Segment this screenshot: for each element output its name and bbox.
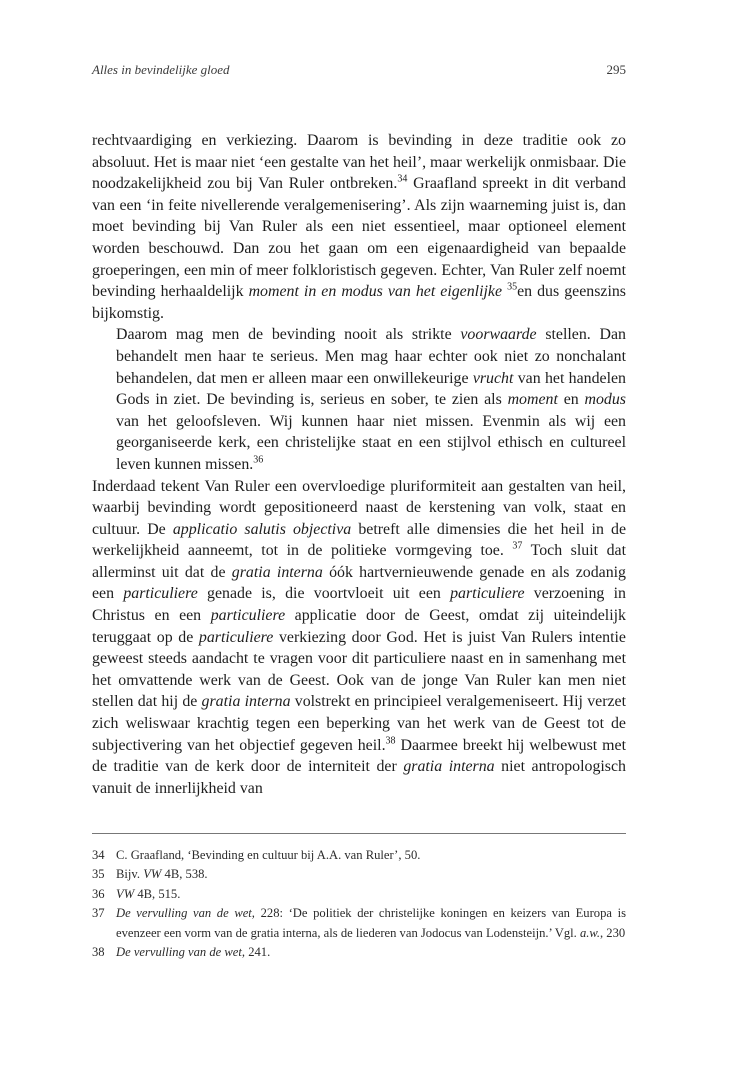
footnote-number: 38: [92, 945, 105, 960]
footnote-emphasis: De vervulling van de wet,: [116, 945, 246, 960]
emphasis: moment: [507, 391, 558, 409]
page-number: 295: [606, 62, 626, 77]
footnote-ref-35: 35: [507, 281, 518, 293]
emphasis: voorwaarde: [460, 326, 537, 344]
text-run: niet antropologisch vanuit de innerlijkheid van: [92, 758, 626, 797]
text-run: betreft alle dimensies die het heil in de werkelijkheid aanneemt, tot in de politieke vormgeving toe.: [92, 520, 626, 560]
emphasis: gratia interna: [201, 693, 291, 711]
main-text: [92, 130, 626, 799]
text-run: óók hartvernieuwende genade en als zodanig een: [92, 563, 626, 603]
footnote-38: [92, 943, 626, 962]
text-run: genade is, die voortvloeit uit een: [197, 585, 451, 603]
emphasis: applicatio salutis objectiva: [172, 520, 352, 538]
footnote-35: [92, 865, 626, 884]
running-head: [92, 62, 626, 82]
footnote-number: 37: [92, 906, 105, 921]
text-run: en dus geenszins bijkomstig.: [92, 283, 626, 322]
text-run: Graafland spreekt in dit verband van een ‘in feite nivellerende veralgemenisering’. Als zijn waarneming juist is, dan moet bevinding bij Van Ruler als een niet essentieel, maar optioneel element worden beschouwd. Dan zou het gaan om een eigenaardigheid van bepaalde groeperingen, een min of meer folkloristisch gegeven. Echter, Van Ruler zelf noemt bevinding herhaaldelijk: [92, 175, 626, 301]
footnote-37: [92, 904, 626, 943]
footnote-text: 4B, 515.: [134, 886, 181, 901]
text-run: en: [557, 391, 585, 409]
paragraph-2: [92, 476, 626, 800]
emphasis: vrucht: [472, 369, 514, 387]
text-run: van het handelen Gods in ziet. De bevinding is, serieus en sober, te zien als: [116, 369, 626, 409]
footnote-34: [92, 846, 626, 865]
footnote-text: 228: ‘De politiek der christelijke koningen en keizers van Europa is evenzeer een vorm van de gratia interna, als de liederen van Jodocus van Lodensteijn.’ Vgl.: [116, 906, 627, 940]
text-run: Inderdaad tekent Van Ruler een overvloedige pluriformiteit aan gestalten van heil, waarbij bevinding wordt gepositioneerd naast de kerstening van volk, staat en cultuur. De: [92, 477, 626, 538]
footnote-ref-37: 37: [512, 540, 523, 552]
emphasis: particuliere: [210, 607, 286, 625]
quote-paragraph: [116, 324, 626, 475]
text-run: van het geloofsleven. Wij kunnen haar niet missen. Evenmin als wij een georganiseerde kerk, een christelijke staat en een stijlvol ethisch en cultureel leven kunnen missen.: [116, 412, 626, 473]
emphasis: particuliere: [198, 628, 274, 646]
footnote-emphasis: VW: [143, 867, 162, 882]
footnote-rule: [92, 833, 626, 834]
emphasis: particuliere: [450, 585, 525, 603]
paragraph-1: [92, 130, 626, 324]
emphasis: gratia interna: [403, 758, 495, 776]
footnote-number: 36: [92, 886, 105, 901]
footnote-text: , 230: [600, 925, 626, 940]
emphasis: gratia interna: [231, 563, 323, 581]
footnote-text: C. Graafland, ‘Bevinding en cultuur bij A.A. van Ruler’, 50.: [116, 848, 421, 862]
footnote-number: 34: [92, 848, 105, 862]
footnote-emphasis: De vervulling van de wet,: [116, 906, 255, 921]
text-run: stellen. Dan behandelt men haar te serieus. Men mag haar echter ook niet zo nonchalant behandelen, dat men er alleen maar een onwillekeurige: [116, 326, 626, 387]
footnote-ref-38: 38: [385, 735, 396, 747]
text-run: Daarom mag men de bevinding nooit als strikte: [116, 326, 461, 344]
emphasis: moment in en modus van het eigenlijke: [248, 283, 503, 301]
footnote-emphasis: a.w.: [579, 925, 600, 940]
footnote-number: 35: [92, 867, 105, 882]
emphasis: modus: [584, 391, 626, 409]
footnote-emphasis: VW: [116, 886, 135, 901]
footnote-text: 4B, 538.: [161, 867, 208, 882]
block-quote: [92, 324, 626, 475]
text-run: Daarmee breekt hij welbewust met de traditie van de kerk door de interniteit der: [92, 736, 626, 776]
footnote-text: Bijv.: [116, 867, 144, 882]
text-run: verkiezing door God. Het is juist Van Rulers intentie geweest steeds aandacht te vragen voor dit particuliere naast en in samenhang met het omvattende werk van de Geest. Ook van de jonge Van Ruler kan men niet stellen dat hij de: [92, 628, 626, 711]
emphasis: particuliere: [123, 585, 198, 603]
running-title: Alles in bevindelijke gloed: [92, 62, 230, 77]
text-run: applicatie door de Geest, omdat zij uiteindelijk teruggaat op de: [92, 607, 626, 646]
footnote-text: 241.: [245, 945, 271, 960]
footnote-ref-34: 34: [397, 173, 408, 185]
footnote-36: [92, 885, 626, 904]
text-run: volstrekt en principieel veralgemeniseert. Hij verzet zich weliswaar krachtig tegen een beperking van het werk van de Geest tot de subjectivering van het objectief gegeven heil.: [92, 693, 627, 754]
text-run: verzoening in Christus en een: [92, 585, 626, 625]
footnotes: [92, 846, 626, 962]
text-run: rechtvaardiging en verkiezing. Daarom is bevinding in deze traditie ook zo absoluut. Het is maar niet ‘een gestalte van het heil’, maar werkelijk onmisbaar. Die noodzakelijkheid zou bij Van Ruler ontbreken.: [92, 132, 626, 193]
text-run: Toch sluit dat allerminst uit dat de: [92, 542, 626, 581]
footnote-ref-36: 36: [253, 454, 264, 466]
